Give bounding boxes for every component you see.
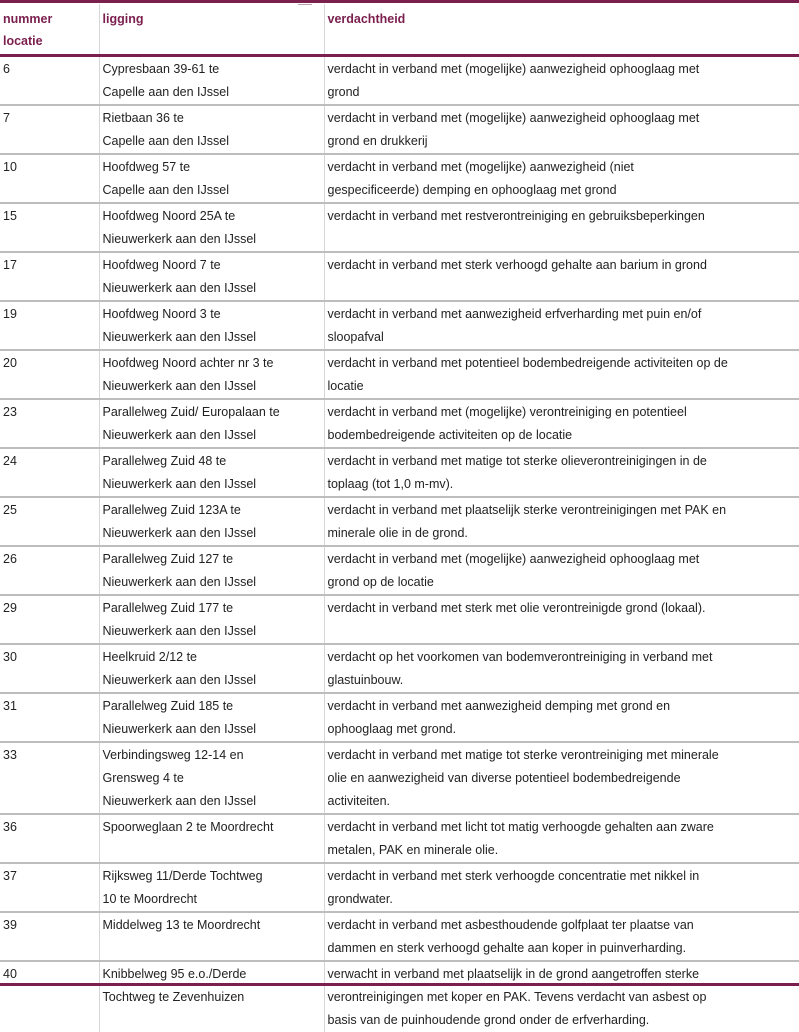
cell-nummer: 23 <box>0 399 99 448</box>
cell-ligging: Spoorweglaan 2 te Moordrecht <box>99 814 324 863</box>
table-row <box>0 742 799 814</box>
cell-ligging: Parallelweg Zuid 127 te Nieuwerkerk aan den IJssel <box>99 546 324 595</box>
cell-nummer: 37 <box>0 863 99 912</box>
cell-verdachtheid: verdacht op het voorkomen van bodemverontreiniging in verband met glastuinbouw. <box>324 644 799 693</box>
cell-verdachtheid: verdacht in verband met (mogelijke) aanwezigheid ophooglaag met grond en drukkerij <box>324 105 799 154</box>
table-row <box>0 252 799 301</box>
table-row <box>0 814 799 863</box>
cell-nummer: 31 <box>0 693 99 742</box>
cell-nummer: 15 <box>0 203 99 252</box>
cell-verdachtheid: verdacht in verband met restverontreiniging en gebruiksbeperkingen <box>324 203 799 252</box>
table-row <box>0 961 799 1032</box>
cell-ligging: Knibbelweg 95 e.o./Derde Tochtweg te Zevenhuizen <box>99 961 324 1032</box>
table-row <box>0 546 799 595</box>
cell-nummer: 29 <box>0 595 99 644</box>
cell-nummer: 39 <box>0 912 99 961</box>
cell-nummer: 26 <box>0 546 99 595</box>
cell-ligging: Parallelweg Zuid 185 te Nieuwerkerk aan den IJssel <box>99 693 324 742</box>
cell-ligging: Parallelweg Zuid 48 te Nieuwerkerk aan den IJssel <box>99 448 324 497</box>
cell-verdachtheid: verdacht in verband met asbesthoudende golfplaat ter plaatse van dammen en sterk verhoogd gehalte aan koper in puinverharding. <box>324 912 799 961</box>
cell-ligging: Rijksweg 11/Derde Tochtweg 10 te Moordrecht <box>99 863 324 912</box>
cell-ligging: Hoofdweg 57 te Capelle aan den IJssel <box>99 154 324 203</box>
cell-verdachtheid: verdacht in verband met potentieel bodembedreigende activiteiten op de locatie <box>324 350 799 399</box>
cell-nummer: 20 <box>0 350 99 399</box>
cell-ligging: Parallelweg Zuid/ Europalaan te Nieuwerkerk aan den IJssel <box>99 399 324 448</box>
cell-ligging: Middelweg 13 te Moordrecht <box>99 912 324 961</box>
cell-ligging: Parallelweg Zuid 123A te Nieuwerkerk aan den IJssel <box>99 497 324 546</box>
cell-ligging: Hoofdweg Noord 7 te Nieuwerkerk aan den IJssel <box>99 252 324 301</box>
cell-ligging: Rietbaan 36 te Capelle aan den IJssel <box>99 105 324 154</box>
table-row <box>0 105 799 154</box>
cell-ligging: Hoofdweg Noord achter nr 3 te Nieuwerkerk aan den IJssel <box>99 350 324 399</box>
cell-ligging: Cypresbaan 39-61 te Capelle aan den IJssel <box>99 56 324 106</box>
cell-nummer: 33 <box>0 742 99 814</box>
cell-verdachtheid: verdacht in verband met sterk verhoogd gehalte aan barium in grond <box>324 252 799 301</box>
cell-nummer: 19 <box>0 301 99 350</box>
cell-ligging: Heelkruid 2/12 te Nieuwerkerk aan den IJssel <box>99 644 324 693</box>
table-row <box>0 56 799 106</box>
cell-verdachtheid: verdacht in verband met matige tot sterke verontreiniging met minerale olie en aanwezigheid van diverse potentieel bodembedreigende activiteiten. <box>324 742 799 814</box>
cell-verdachtheid: verdacht in verband met aanwezigheid erfverharding met puin en/of sloopafval <box>324 301 799 350</box>
cell-nummer: 30 <box>0 644 99 693</box>
cell-verdachtheid: verwacht in verband met plaatselijk in de grond aangetroffen sterke verontreinigingen met koper en PAK. Tevens verdacht van asbest op basis van de puinhoudende grond onder de erfverharding. <box>324 961 799 1032</box>
cell-ligging: Parallelweg Zuid 177 te Nieuwerkerk aan den IJssel <box>99 595 324 644</box>
table-row <box>0 497 799 546</box>
cell-ligging: Hoofdweg Noord 3 te Nieuwerkerk aan den IJssel <box>99 301 324 350</box>
header-nummer-locatie: nummer locatie <box>0 4 99 56</box>
table-row <box>0 154 799 203</box>
cell-nummer: 7 <box>0 105 99 154</box>
table-row <box>0 863 799 912</box>
table-row <box>0 448 799 497</box>
header-verdachtheid: verdachtheid <box>324 4 799 56</box>
table-row <box>0 595 799 644</box>
cell-nummer: 6 <box>0 56 99 106</box>
cell-verdachtheid: verdacht in verband met (mogelijke) verontreiniging en potentieel bodembedreigende activiteiten op de locatie <box>324 399 799 448</box>
table-header-row <box>0 4 799 56</box>
cell-nummer: 36 <box>0 814 99 863</box>
cell-verdachtheid: verdacht in verband met (mogelijke) aanwezigheid ophooglaag met grond <box>324 56 799 106</box>
table-row <box>0 203 799 252</box>
cell-verdachtheid: verdacht in verband met aanwezigheid demping met grond en ophooglaag met grond. <box>324 693 799 742</box>
cell-nummer: 17 <box>0 252 99 301</box>
cell-ligging: Verbindingsweg 12-14 en Grensweg 4 te Nieuwerkerk aan den IJssel <box>99 742 324 814</box>
table-row <box>0 301 799 350</box>
cell-verdachtheid: verdacht in verband met sterk verhoogde concentratie met nikkel in grondwater. <box>324 863 799 912</box>
locations-table <box>0 4 799 1032</box>
cell-verdachtheid: verdacht in verband met sterk met olie verontreinigde grond (lokaal). <box>324 595 799 644</box>
cell-nummer: 25 <box>0 497 99 546</box>
cell-ligging: Hoofdweg Noord 25A te Nieuwerkerk aan den IJssel <box>99 203 324 252</box>
cell-nummer: 40 <box>0 961 99 1032</box>
cell-verdachtheid: verdacht in verband met (mogelijke) aanwezigheid ophooglaag met grond op de locatie <box>324 546 799 595</box>
cell-verdachtheid: verdacht in verband met matige tot sterke olieverontreinigingen in de toplaag (tot 1,0 m-mv). <box>324 448 799 497</box>
cell-verdachtheid: verdacht in verband met licht tot matig verhoogde gehalten aan zware metalen, PAK en minerale olie. <box>324 814 799 863</box>
top-rule <box>0 0 799 3</box>
table-row <box>0 399 799 448</box>
table-row <box>0 644 799 693</box>
table-body <box>0 56 799 1032</box>
table-row <box>0 912 799 961</box>
cell-verdachtheid: verdacht in verband met plaatselijk sterke verontreinigingen met PAK en minerale olie in de grond. <box>324 497 799 546</box>
cell-nummer: 10 <box>0 154 99 203</box>
table-row <box>0 350 799 399</box>
table-row <box>0 693 799 742</box>
cell-verdachtheid: verdacht in verband met (mogelijke) aanwezigheid (niet gespecificeerde) demping en ophooglaag met grond <box>324 154 799 203</box>
bottom-rule <box>0 983 799 986</box>
header-ligging: ligging <box>99 4 324 56</box>
cell-nummer: 24 <box>0 448 99 497</box>
